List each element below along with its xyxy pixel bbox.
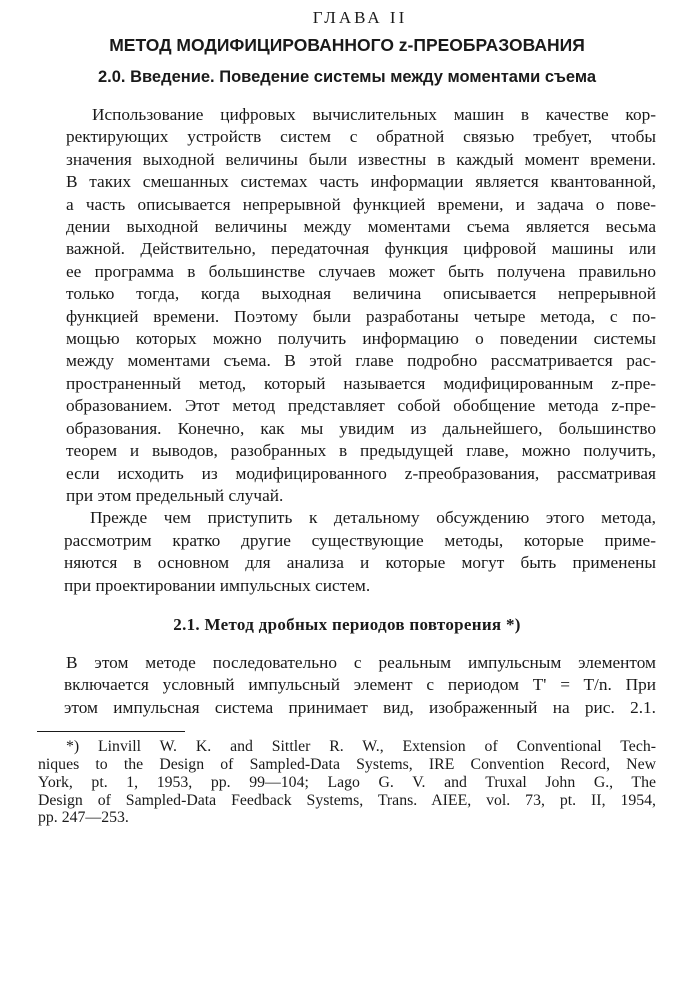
footnote-divider (37, 731, 185, 732)
text-line: при проектировании импульсных систем. (64, 575, 371, 595)
chapter-title: МЕТОД МОДИФИЦИРОВАННОГО z-ПРЕОБРАЗОВАНИЯ (109, 35, 585, 55)
text-line: включается условный импульсный элемент с периодом T' = T/n. При (64, 675, 656, 695)
text-line: этом импульсная система принимает вид, изображенный на рис. 2.1. (64, 697, 656, 717)
text-line: ее программа в большинстве случаев может быть получена правильно (66, 261, 656, 281)
text-line: мощью которых можно получить информацию о поведении системы (66, 329, 656, 349)
text-line: важной. Действительно, передаточная функция цифровой машины или (66, 239, 656, 259)
text-line: Прежде чем приступить к детальному обсуждению этого метода, (90, 508, 656, 528)
text-line: теорем и выводов, разобранных в предыдущей главе, можно получить, (66, 441, 656, 461)
text-line: В этом методе последовательно с реальным импульсным элементом (66, 652, 656, 672)
text-line: только тогда, когда выходная величина описывается непрерывной (66, 284, 656, 304)
text-line: значения выходной величины были известны в каждый момент времени. (66, 149, 656, 169)
chapter-number: ГЛАВА II (312, 8, 408, 27)
paragraph-intro (64, 104, 656, 507)
footnote-line: York, pt. 1, 1953, pp. 99—104; Lago G. V. and Truxal John G., The (38, 773, 656, 791)
text-line: пространенный метод, который называется модифицированным z-пре- (66, 373, 656, 393)
footnote-line: Design of Sampled-Data Feedback Systems, Trans. AIEE, vol. 73, pt. II, 1954, (38, 791, 656, 809)
footnote-line: niques to the Design of Sampled-Data Systems, IRE Convention Record, New (38, 755, 656, 773)
footnote-line: pp. 247—253. (38, 809, 129, 827)
text-line: няются в основном для анализа и которые могут быть применены (64, 553, 656, 573)
text-line: образованием. Этот метод представляет собой обобщение метода z-пре- (66, 396, 656, 416)
section-heading-intro: 2.0. Введение. Поведение системы между моментами съема (97, 68, 596, 86)
text-line: между моментами съема. В этой главе подробно рассматривается рас- (66, 351, 656, 371)
text-line: дении выходной величины между моментами съема является весьма (66, 217, 656, 237)
text-line: если исходить из модифицированного z-преобразования, рассматривая (66, 463, 656, 483)
text-line: ректирующих устройств систем с обратной связью требует, чтобы (66, 127, 656, 147)
text-line: образования. Конечно, как мы увидим из дальнейшего, большинство (66, 418, 656, 438)
text-line: рассмотрим кратко другие существующие методы, которые приме- (64, 530, 656, 550)
paragraph-other-methods (64, 507, 656, 597)
footnote (38, 738, 656, 827)
footnote-line: *) Linvill W. K. and Sittler R. W., Extension of Conventional Tech- (66, 738, 656, 756)
text-line: В таких смешанных системах часть информации является квантованной, (66, 172, 656, 192)
paragraph-method (64, 652, 656, 719)
text-line: при этом предельный случай. (66, 485, 284, 505)
text-line: а часть описывается непрерывной функцией времени, и задача о пове- (66, 194, 656, 214)
section-heading-2-1: 2.1. Метод дробных периодов повторения *) (173, 614, 521, 634)
text-line: функцией времени. Поэтому были разработаны четыре метода, с по- (66, 306, 656, 326)
text-line: Использование цифровых вычислительных машин в качестве кор- (92, 105, 656, 124)
